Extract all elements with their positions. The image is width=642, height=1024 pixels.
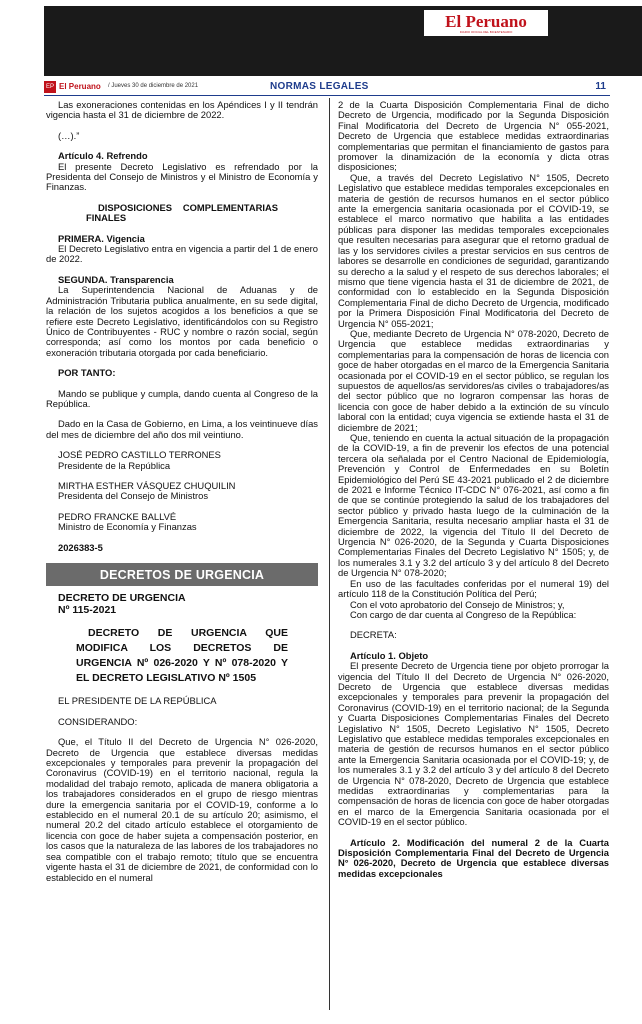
- paragraph: Con cargo de dar cuenta al Congreso de la República:: [350, 608, 577, 620]
- header-rule: [44, 95, 610, 96]
- decree-title: DECRETO DE URGENCIA QUE MODIFICA LOS DECRETOS DE URGENCIA Nº 026-2020 Y Nº 078-2020 Y EL DECRETO LEGISLATIVO Nº 1505: [76, 627, 288, 685]
- header-brand: El Peruano: [59, 82, 101, 91]
- left-column: [46, 100, 318, 883]
- paragraph: Que, a través del Decreto Legislativo N° 1505, Decreto Legislativo que establece medidas temporales excepcionales en materia de gestión de recursos humanos en el sector público ante la emergencia sanitaria ocasionada por el COVID-19, se establece el marco normativo que habilita a las entidades públicas para disponer las medidas temporales excepcionales que resulten necesarias para asegurar que el retorno gradual de las y los servidores civiles a prestar servicios en sus centros de labores se desarrolle en condiciones de seguridad, garantizando su derecho a la salud y el respeto de sus derechos laborales; el mismo que tiene vigencia hasta el 31 de diciembre de 2021, de conformidad con lo establecido en la Segunda Disposición Complementaria Final de dicho Decreto de Urgencia, modificado por la Primera Disposición Final Modificatoria del Decreto de Urgencia N° 055-2021;: [338, 171, 609, 329]
- right-column: [338, 100, 609, 879]
- article-title: Artículo 2. Modificación del numeral 2 de la Cuarta Disposición Complementaria Final del Decreto de Urgencia N° 026-2020, Decreto de Urgencia que establece diversas medidas excepcionales: [338, 836, 609, 879]
- section-heading: DISPOSICIONES COMPLEMENTARIAS FINALES: [86, 201, 278, 224]
- signatory-role: Presidente de la República: [58, 459, 171, 471]
- signatory-role: Ministro de Economía y Finanzas: [58, 521, 197, 533]
- paragraph: Mando se publique y cumpla, dando cuenta al Congreso de la República.: [46, 387, 318, 409]
- paragraph: Que, el Título II del Decreto de Urgencia N° 026-2020, Decreto de Urgencia que establece diversas medidas excepcionales y temporales para prevenir la propagación del Coronavirus (COVID-19) en el territorio nacional, regula la modalidad del trabajo remoto, aplicada de manera obligatoria a los trabajadores considerados en el grupo de riesgo mientras dure la emergencia sanitaria por el COVID-19, conforme a lo establecido en el numeral 20.1 de su artículo 20; asimismo, el numeral 20.2 del citado artículo establece el otorgamiento de licencia con goce de haber sujeta a compensación posterior, en los casos que la naturaleza de las labores de los trabajadores no sea compatible con el trabajo remoto; título que se encuentra vigente hasta el 31 de diciembre de 2021, de conformidad con lo establecido en el numeral: [46, 736, 318, 883]
- paragraph: Con el voto aprobatorio del Consejo de Ministros; y,: [350, 598, 565, 610]
- article-title: PRIMERA. Vigencia: [58, 232, 145, 244]
- paragraph: Que, mediante Decreto de Urgencia N° 078-2020, Decreto de Urgencia que establece medidas extraordinarias y complementarias para la compensación de horas de licencia con goce de haber otorgadas en el marco de la Emergencia Sanitaria ocasionada por el COVID-19 en el sector público, se regulan los supuestos de aquellos/as servidores/as civiles o trabajadores/as del sector público que no lograron compensar las horas de licencia con goce de haber debido a la extinción de su vínculo laboral con la entidad; cuya vigencia se extiende hasta el 31 de diciembre de 2021;: [338, 327, 610, 433]
- brand-logo-icon: EP: [44, 81, 56, 93]
- signatory-name: MIRTHA ESTHER VÁSQUEZ CHUQUILIN: [58, 479, 236, 491]
- page-header: [44, 80, 610, 94]
- paragraph: EL PRESIDENTE DE LA REPÚBLICA: [58, 695, 217, 707]
- section-banner: DECRETOS DE URGENCIA: [46, 563, 318, 586]
- article-title: SEGUNDA. Transparencia: [58, 273, 174, 285]
- article-title: Artículo 4. Refrendo: [58, 150, 148, 162]
- decree-number: Nº 115-2021: [58, 604, 117, 617]
- paragraph: Dado en la Casa de Gobierno, en Lima, a los veintinueve días del mes de diciembre del año dos mil veintiuno.: [46, 418, 318, 440]
- paragraph: (…).”: [58, 129, 80, 141]
- paragraph: CONSIDERANDO:: [58, 715, 138, 727]
- el-peruano-logo: [424, 10, 548, 36]
- paragraph: Que, teniendo en cuenta la actual situación de la propagación de la COVID-19, a fin de prevenir los efectos de una potencial tercera ola señalada por el Centro Nacional de Epidemiología, Prevención y Control de Enfermedades en su Boletín Epidemiológico del Perú SE 43-2021 publicado el 2 de diciembre de 2021 e Informe Técnico IT-CDC N° 076-2021, así como a fin de que se continúe protegiendo la salud de los trabajadores del sector público y privado hasta luego de la culminación de la Emergencia Sanitaria, resulta necesario ampliar hasta el 31 de diciembre de 2022, la vigencia del Título II del Decreto de Urgencia N° 026-2020, de la Segunda y Cuarta Disposiciones Complementarias Finales del Decreto Legislativo N° 1505; y, de los numerales 3.1 y 3.2 del artículo 3 y del artículo 8 del Decreto de Urgencia N° 078-2020;: [338, 432, 609, 579]
- signatory-name: PEDRO FRANCKE BALLVÉ: [58, 510, 177, 522]
- masthead-band: [44, 6, 642, 76]
- article-title: Artículo 1. Objeto: [350, 649, 429, 661]
- paragraph: Las exoneraciones contenidas en los Apéndices I y II tendrán vigencia hasta el 31 de diciembre de 2022.: [46, 99, 318, 121]
- paragraph: El presente Decreto Legislativo es refrendado por la Presidenta del Consejo de Ministros y el Ministro de Economía y Finanzas.: [46, 160, 318, 193]
- logo-tagline: DIARIO OFICIAL DEL BICENTENARIO: [459, 29, 513, 34]
- por-tanto: POR TANTO:: [58, 367, 116, 379]
- section-title: NORMAS LEGALES: [270, 81, 369, 92]
- signatory-role: Presidenta del Consejo de Ministros: [58, 490, 209, 502]
- decree-number-label: DECRETO DE URGENCIA: [58, 592, 186, 605]
- paragraph: 2 de la Cuarta Disposición Complementaria Final de dicho Decreto de Urgencia, modificado por la Segunda Disposición Final Modificatoria del Decreto de Urgencia N° 055-2021, Decreto de Urgencia que establece medidas extraordinarias complementarias que permitan el financiamiento de gastos para promover la dinamización de la economía y dicta otras disposiciones;: [338, 99, 609, 173]
- logo-name: El Peruano: [445, 11, 527, 31]
- paragraph: En uso de las facultades conferidas por el numeral 19) del artículo 118 de la Constitución Política del Perú;: [338, 577, 609, 600]
- paragraph: La Superintendencia Nacional de Aduanas y de Administración Tributaria publica anualmente, en su sede digital, la relación de los sujetos acogidos a los beneficios a que se refiere este Decreto Legislativo, identificándolos con su Registro Único de Contribuyentes - RUC y nombre o razón social, según corresponda; así como los montos por cada beneficio o exoneración tributaria otorgada por cada beneficiario.: [46, 284, 318, 358]
- signatory-name: JOSÉ PEDRO CASTILLO TERRONES: [58, 449, 221, 461]
- paragraph: DECRETA:: [350, 629, 397, 641]
- header-date: / Jueves 30 de diciembre de 2021: [108, 83, 199, 89]
- column-divider: [329, 98, 330, 1010]
- page-number: 11: [595, 81, 606, 92]
- paragraph: El presente Decreto de Urgencia tiene por objeto prorrogar la vigencia del Título II del Decreto de Urgencia N° 026-2020, Decreto de Urgencia que establece diversas medidas excepcionales y temporales para prevenir la propagación del Coronavirus (COVID-19) en el territorio nacional; de la Segunda y Cuarta Disposiciones Complementarias Finales del Decreto Legislativo N° 1505, Decreto Legislativo N° 1505, Decreto Legislativo que establece medidas temporales excepcionales en materia de gestión de recursos humanos en el sector público ante la Emergencia Sanitaria ocasionada por el COVID-19; y, de los numerales 3.1 y 3.2 del artículo 3 y del artículo 8 del Decreto de Urgencia N° 078-2020, Decreto de Urgencia que establece medidas extraordinarias y complementarias para la compensación de horas de licencia con goce de haber otorgadas en el marco de la Emergencia Sanitaria ocasionada por el COVID-19 en el sector público.: [338, 660, 610, 828]
- paragraph: El Decreto Legislativo entra en vigencia a partir del 1 de enero de 2022.: [46, 243, 318, 265]
- document-code: 2026383-5: [58, 541, 103, 553]
